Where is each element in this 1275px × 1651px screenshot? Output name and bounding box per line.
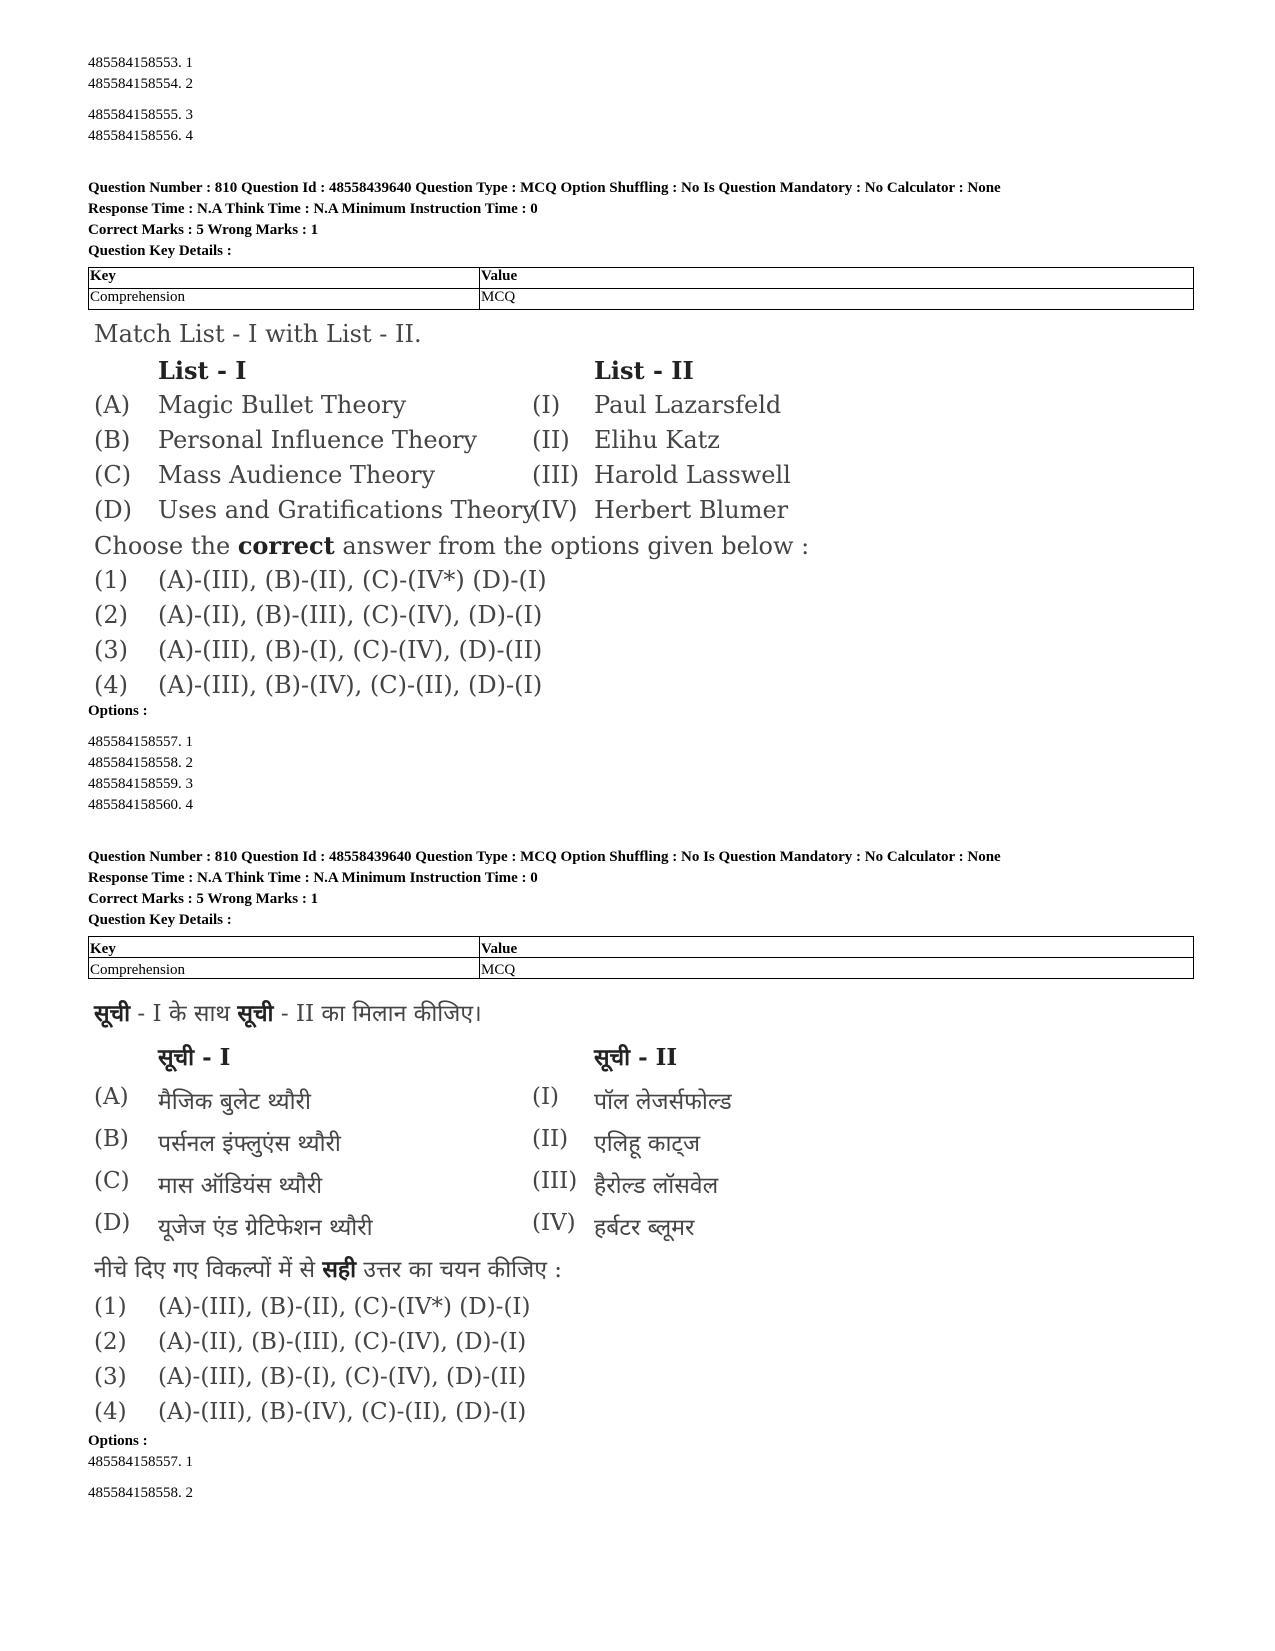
question-meta: Question Number : 810 Question Id : 48558439640 Question Type : MCQ Option Shuffling : No Is Question Mandatory : No Calculator : None xyxy=(88,849,1001,865)
option-id: 485584158559. 3 xyxy=(88,776,193,792)
document-page: 485584158553. 1 485584158554. 2 485584158555. 3 485584158556. 4 Question Number : 810 Question Id : 48558439640 Question Type : MCQ Option Shuffling : No Is Question Mandatory : No Calculator : None Response Time : N.A Think Time : N.A Minimum Instruction Time : 0 Correct Marks : 5 Wrong Marks : 1 Question Key Details : Key Value Comprehension MCQ Match List - I with List - II. List - I List - II (A) Magic Bullet Theory (I) Paul Lazarsfeld (B) Personal Influence Theory (II) Elihu Katz (C) Mass Audience Theory (III) Harold Lasswell (D) Uses and Gratifications Theory (IV) Herbert Blumer Choose the correct answer from the options given below : (1) (A)-(III), (B)-(II), (C)-(IV*) (D)-(I) (2) (A)-(II), (B)-(III), (C)-(IV), (D)-(I) (3) (A)-(III), (B)-(I), (C)-(IV), (D)-(II) (4) (A)-(III), (B)-(IV), (C)-(II), (D)-(I) Options : 485584158557. 1 485584158558. 2 485584158559. 3 485584158560. 4 Question Number : 810 Question Id : 48558439640 Question Type : MCQ Option Shuffling : No Is Question Mandatory : No Calculator : None Response Time : N.A Think Time : N.A Minimum Instruction Time : 0 Correct Marks : 5 Wrong Marks : 1 Question Key Details : Key Value Comprehension MCQ सूची - I के साथ सूची - II का मिलान कीजिए। सूची - I सूची - II (A) मैजिक बुलेट थ्यौरी (I) पॉल लेजर्सफोल्ड (B) पर्सनल इंफ्लुएंस थ्यौरी (II) एलिहू काट्ज (C) मास ऑडियंस थ्यौरी (III) हैरोल्ड लॉसवेल (D) यूजेज एंड ग्रेटिफेशन थ्यौरी (IV) हर्बटर ब्लूमर नीचे दिए गए विकल्पों में से सही उत्तर का चयन कीजिए : (1) (A)-(III), (B)-(II), (C)-(IV*) (D)-(I) (2) (A)-(II), (B)-(III), (C)-(IV), (D)-(I) (3) (A)-(III), (B)-(I), (C)-(IV), (D)-(II) (4) (A)-(III), (B)-(IV), (C)-(II), (D)-(I) Options : 485584158557. 1 485584158558. 2 xyxy=(0,0,1275,1651)
option-id: 485584158557. 1 xyxy=(88,1454,193,1470)
option-id: 485584158557. 1 xyxy=(88,734,193,750)
option-id: 485584158558. 2 xyxy=(88,1485,193,1501)
question-marks: Correct Marks : 5 Wrong Marks : 1 xyxy=(88,222,319,238)
option-id: 485584158560. 4 xyxy=(88,797,193,813)
question-instruction: सूची - I के साथ सूची - II का मिलान कीजिए। xyxy=(94,1000,482,1027)
table-cell-key: Comprehension xyxy=(89,958,480,979)
list1-header: List - I xyxy=(158,356,247,385)
key-value-table-row xyxy=(88,957,1194,979)
option-id: 485584158554. 2 xyxy=(88,76,193,92)
key-value-table xyxy=(88,936,1194,958)
list2-header: सूची - II xyxy=(594,1044,678,1071)
option-id: 485584158553. 1 xyxy=(88,55,193,71)
table-header-key: Key xyxy=(89,937,480,958)
list2-header: List - II xyxy=(594,356,694,385)
question-instruction: Match List - I with List - II. xyxy=(94,320,422,348)
key-value-table xyxy=(88,267,1194,289)
question-marks: Correct Marks : 5 Wrong Marks : 1 xyxy=(88,891,319,907)
choose-instruction: नीचे दिए गए विकल्पों में से सही उत्तर का चयन कीजिए : xyxy=(94,1256,562,1283)
question-meta: Response Time : N.A Think Time : N.A Minimum Instruction Time : 0 xyxy=(88,201,538,217)
table-header-value: Value xyxy=(480,268,1194,289)
option-id: 485584158556. 4 xyxy=(88,128,193,144)
key-value-table-row xyxy=(88,288,1194,310)
question-meta: Question Number : 810 Question Id : 48558439640 Question Type : MCQ Option Shuffling : No Is Question Mandatory : No Calculator : None xyxy=(88,180,1001,196)
question-meta: Response Time : N.A Think Time : N.A Minimum Instruction Time : 0 xyxy=(88,870,538,886)
options-label: Options : xyxy=(88,703,148,719)
options-label: Options : xyxy=(88,1433,148,1449)
table-header-value: Value xyxy=(480,937,1194,958)
choose-instruction: Choose the correct answer from the options given below : xyxy=(94,531,810,560)
table-cell-value: MCQ xyxy=(480,289,1194,310)
table-cell-key: Comprehension xyxy=(89,289,480,310)
key-details-label: Question Key Details : xyxy=(88,912,232,928)
option-id: 485584158558. 2 xyxy=(88,755,193,771)
table-cell-value: MCQ xyxy=(480,958,1194,979)
option-id: 485584158555. 3 xyxy=(88,107,193,123)
list1-header: सूची - I xyxy=(158,1044,231,1071)
table-header-key: Key xyxy=(89,268,480,289)
key-details-label: Question Key Details : xyxy=(88,243,232,259)
